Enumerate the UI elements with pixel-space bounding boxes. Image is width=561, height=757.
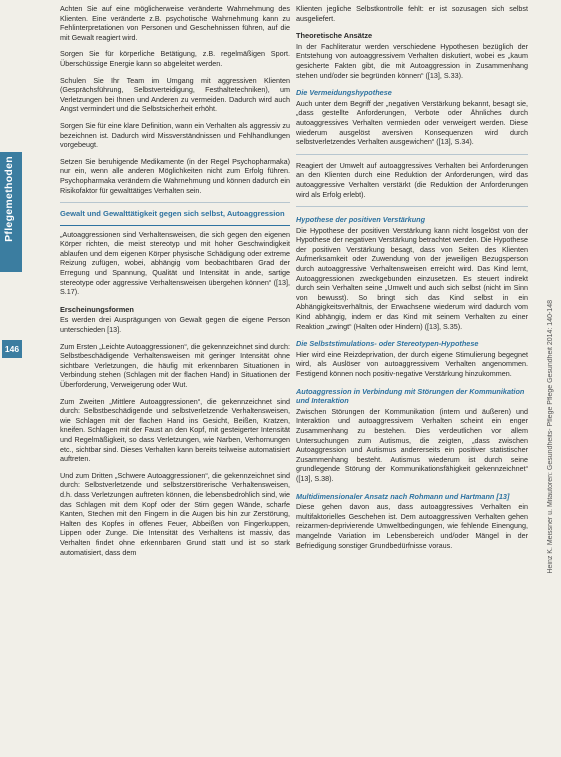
paragraph: Klienten jegliche Selbstkontrolle fehlt: er ist sozusagen sich selbst ausgeliefert. [296,4,528,23]
paragraph: Sorgen Sie für körperliche Betätigung, z.B. regelmäßigen Sport. Überschüssige Energie kann so abgeleitet werden. [60,49,290,68]
subsection-heading: Theoretische Ansätze [296,31,373,41]
paragraph: Zwischen Störungen der Kommunikation (intern und äußeren) und Interaktion und autoaggressivem Verhalten scheint ein enger Zusammenhang zu bestehen. Dies verdeutlichen vor allem Untersuchungen zum Autismus, die zeigten, „dass zwischen Autoaggression und Autismus andererseits ein positiver statistischer Zusammenhang besteht. Autismus wiederum ist durch seine grundlegende Störung der Kommunikationsfähigkeit gekennzeichnet“ ([13], S.38). [296,406,528,483]
heading-rule [60,225,290,226]
paragraph: Diese gehen davon aus, dass autoaggressives Verhalten ein multifaktorielles Geschehen ist. Dem autoaggressiven Verhalten gehen reizarmen-deprivierende Umweltbedingungen, wie fehlende Einengung, mangelnde Variation im Lebensbereich und/oder Mängel in der Befriedigung sonstiger Grundbedürfnisse voraus. [296,502,528,550]
hypothesis-heading: Die Selbststimulations- oder Stereotypen-Hypothese [296,339,479,349]
paragraph: Sorgen Sie für eine klare Definition, wann ein Verhalten als aggressiv zu bezeichnen ist. Dadurch wird Missverständnissen und Fehlhandlungen vorgebeugt. [60,120,290,150]
paragraph: Zum Zweiten „Mittlere Autoaggressionen“, die gekennzeichnet sind durch: Selbstbeschädigende und selbstverletzende Verhaltensweisen, wie Schlagen mit der flachen Hand ins Gesicht, Beißen, Kratzen, kneifen. Schlagen mit der Faust an den Kopf, mit gesteigerter Intensität und Regelmäßigkeit, so dass Verletzungen, wie Narben, Verhornungen etc., sichtbar sind. Dieses Verhalten kann bereits teilweise automatisiert auftreten. [60,396,290,464]
separator-line [296,206,528,207]
section-heading: Gewalt und Gewalttätigkeit gegen sich selbst, Autoaggression [60,209,285,219]
page-number: 146 [2,340,22,358]
paragraph: Setzen Sie beruhigende Medikamente (in der Regel Psychopharmaka) nur ein, wenn alle anderen Möglichkeiten nicht zum Erfolg führen. Psychopharmaka verändern die Wahrnehmung und können dadurch ein Risikofaktor für gewalttätiges Verhalten sein. [60,156,290,195]
paragraph: Hier wird eine Reizdeprivation, der durch eigene Stimulierung begegnet wird, als Auslöser von autoaggressivem Verhalten angenommen. Festigend können noch positiv-negative Verstärkung hinzukommen. [296,349,528,378]
separator-line [296,154,528,155]
paragraph: Schulen Sie Ihr Team im Umgang mit aggressiven Klienten (Gesprächsführung, Selbstverteidigung, Festhaltetechniken), um Verletzungen bei Ihnen und Anderen zu vermeiden. Dadurch wird auch Angst vermindert und die Selbstsicherheit erhöht. [60,75,290,114]
chapter-side-tab-label: Pflegemethoden [3,156,15,242]
paragraph: Und zum Dritten „Schwere Autoaggressionen“, die gekennzeichnet sind durch: Selbstverletzende und selbstzerstörerische Verhaltensweisen, d.h. dass Verletzungen auftreten können, die lebensbedrohlich sind, wie das Schlagen mit dem Kopf oder der Stirn gegen Wände, scharfe Kanten, Stechen mit den Fingern in die Augen bis hin zur Zerstörung, Halten des Kopfes in offenes Feuer, Abbeißen von Fingerkuppen, Lippen oder Zunge. Die Intensität des Verhaltens ist massiv, das Verhalten findet ohne erkennbaren Grund statt und ist so stark automatisiert, dass dem [60,470,290,557]
hypothesis-heading: Hypothese der positiven Verstärkung [296,215,426,225]
spine-text: Heinz K. Meissner u. Mitautoren: Gesundheits- Pflege Pflege Gesundheit 2014: 140-148 [547,300,554,574]
paragraph: Die Hypothese der positiven Verstärkung kann nicht losgelöst von der Hypothese der negativen Verstärkung betrachtet werden. Die Hypothese der positiven Verstärkung besagt, dass von Seiten des Klienten Aufmerksamkeit oder Zuwendung von der jeweiligen Bezugsperson durch autoaggressive Verhaltensweisen erreicht wird. Das Kind lernt, Autoaggressionen zweckgebunden einzusetzen. Es steuert indirekt durch sein Verhalten seine „Umwelt und auch sich selbst (nicht im Sinn von bewusst). So bringt sich das Kind selbst in ein Abhängigkeitsverhältnis, der Erwachsene wiederum wird dadurch vom Kind abhängig, indem er das Kind mit seinem Verhalten zu einer Reaktion „zwingt“ (Halten oder Hindern) ([13], S.35). [296,225,528,331]
paragraph: Achten Sie auf eine möglicherweise veränderte Wahrnehmung des Klienten. Eine veränderte z.B. psychotische Wahrnehmung kann zu Fehlinterpretationen von Personen und Geschehnissen führen, auf die mit Gewalt reagiert wird. [60,4,290,42]
paragraph: Es werden drei Ausprägungen von Gewalt gegen die eigene Person unterschieden [13]. [60,315,290,335]
hypothesis-heading: Multidimensionaler Ansatz nach Rohmann und Hartmann [13] [296,491,510,501]
hypothesis-heading: Die Vermeidungshypothese [296,88,392,98]
hypothesis-heading: Autoaggression in Verbindung mit Störungen der Kommunikation und Interaktion [296,386,525,406]
subsection-heading: Erscheinungsformen [60,304,134,314]
paragraph: In der Fachliteratur werden verschiedene Hypothesen bezüglich der Entstehung von autoaggressivem Verhalten diskutiert, wobei es „kaum gesicherte Fakten gibt, die mit Autoaggression in Zusammenhang stehen und/oder sie begründen können“ ([13], S.33). [296,41,528,80]
paragraph: Auch unter dem Begriff der „negativen Verstärkung bekannt, besagt sie, „dass gestellte Anforderungen, Verbote oder Ähnliches durch autoaggressives Verhalten vermieden oder verweigert werden. Diese wiederum ausgelöst aversiven Konsequenzen wird durch selbstverletzendes Verhalten ausgewichen“ ([13], S.34). [296,98,528,147]
left-column [60,4,290,564]
chapter-side-tab [0,152,22,272]
paragraph: Reagiert der Umwelt auf autoaggressives Verhalten bei Anforderungen an den Klienten durch eine Reduktion der Anforderungen, wird das autoaggressive Verhalten verstärkt (die Reduktion der Anforderungen wird als Erfolg erlebt). [296,160,528,199]
separator-line [60,202,290,203]
right-column [296,4,528,557]
spine-margin-note [546,300,560,740]
paragraph: Zum Ersten „Leichte Autoaggressionen“, die gekennzeichnet sind durch: Selbstbeschädigende Verhaltensweisen mit geringer Intensität ohne sichtbare Verletzungen, die häufig mit erkennbaren Situationen in Verbindung stehen (Schlagen mit der flachen Hand) in Situationen der Überforderung, Verweigerung oder Wut. [60,341,290,389]
paragraph: „Autoaggressionen sind Verhaltensweisen, die sich gegen den eigenen Körper richten, die meist stereotyp und mit hoher Geschwindigkeit ablaufen und dem eigenen Körper physische Schädigung oder extreme Reizung zufügen, wobei, abhängig vom beobachtbaren Grad der Erregung und Spannung, Qualität und Intensität in ande, sartige stereotype oder aggressive Verhaltensweisen übergehen können“ ([13], S.17). [60,229,290,297]
